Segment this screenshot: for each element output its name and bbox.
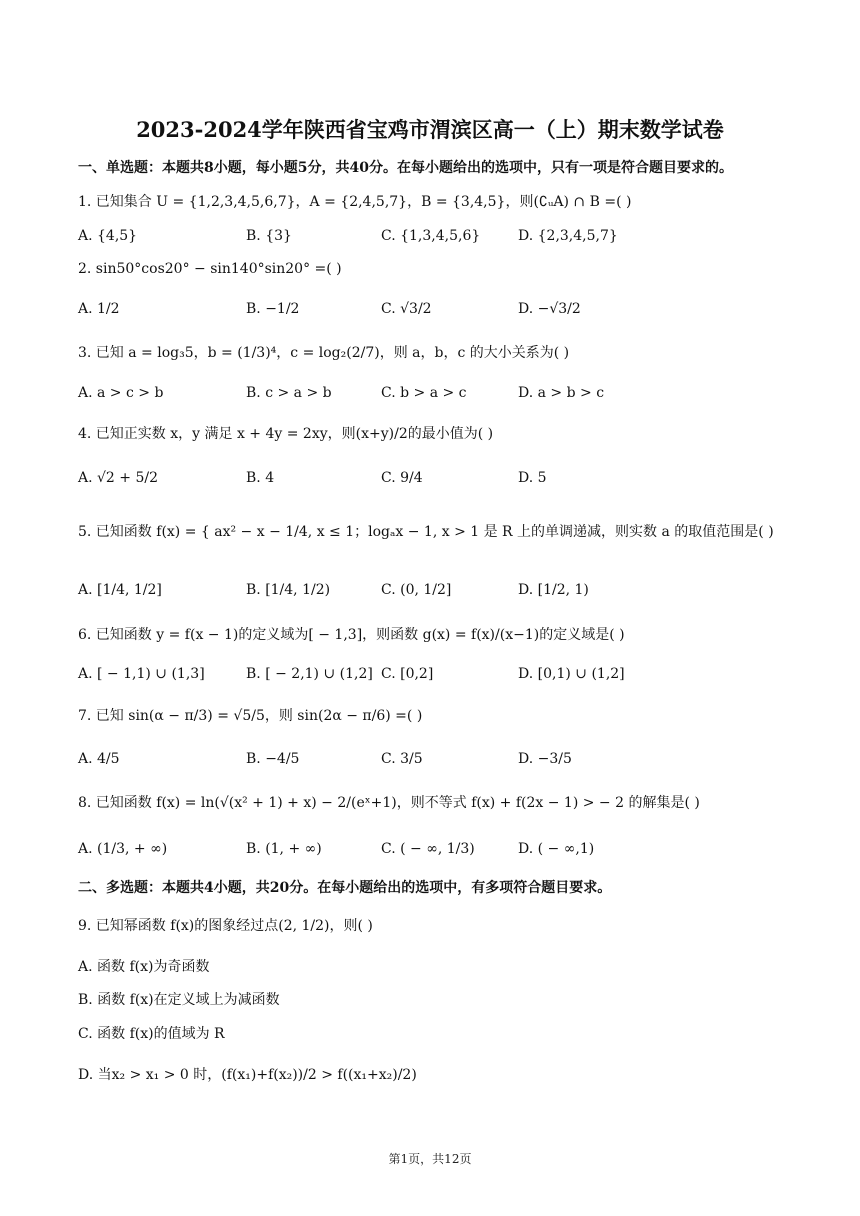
question-5-option-b: B. [1/4, 1/2) (246, 582, 331, 598)
question-9-option-c: C. 函数 f(x)的值域为 R (78, 1026, 225, 1042)
question-9-option-b: B. 函数 f(x)在定义域上为减函数 (78, 992, 280, 1008)
question-4-option-b: B. 4 (246, 470, 275, 486)
question-2-option-c: C. √3/2 (381, 301, 432, 317)
question-6-option-c: C. [0,2] (381, 666, 434, 682)
question-2-option-d: D. −√3/2 (518, 301, 581, 317)
question-2-stem: 2. sin50°cos20° − sin140°sin20° =( ) (78, 261, 342, 277)
question-1-option-c: C. {1,3,4,5,6} (381, 228, 481, 244)
question-3-option-d: D. a > b > c (518, 385, 605, 401)
question-3-option-c: C. b > a > c (381, 385, 467, 401)
question-7-stem: 7. 已知 sin(α − π/3) = √5/5，则 sin(2α − π/6) =( ) (78, 708, 423, 724)
question-4-option-c: C. 9/4 (381, 470, 423, 486)
question-3-option-a: A. a > c > b (78, 385, 164, 401)
question-1-option-d: D. {2,3,4,5,7} (518, 228, 618, 244)
question-1-option-b: B. {3} (246, 228, 292, 244)
question-4-option-d: D. 5 (518, 470, 547, 486)
question-7-option-a: A. 4/5 (78, 751, 120, 767)
question-7-option-c: C. 3/5 (381, 751, 423, 767)
question-6-stem: 6. 已知函数 y = f(x − 1)的定义域为[ − 1,3]，则函数 g(x) = f(x)/(x−1)的定义域是( ) (78, 627, 625, 643)
question-8-option-d: D. ( − ∞,1) (518, 841, 595, 857)
question-2-option-a: A. 1/2 (78, 301, 120, 317)
question-2-option-b: B. −1/2 (246, 301, 300, 317)
question-3-stem: 3. 已知 a = log₃5，b = (1/3)⁴，c = log₂(2/7)，则 a，b，c 的大小关系为( ) (78, 345, 570, 361)
question-5-option-c: C. (0, 1/2] (381, 582, 452, 598)
question-5-option-d: D. [1/2, 1) (518, 582, 589, 598)
question-8-option-c: C. ( − ∞, 1/3) (381, 841, 475, 857)
question-6-option-b: B. [ − 2,1) ∪ (1,2] (246, 666, 373, 682)
question-8-option-b: B. (1, + ∞) (246, 841, 322, 857)
question-9-option-d: D. 当x₂ > x₁ > 0 时，(f(x₁)+f(x₂))/2 > f((x₁+x₂)/2) (78, 1067, 417, 1083)
question-8-option-a: A. (1/3, + ∞) (78, 841, 168, 857)
question-6-option-a: A. [ − 1,1) ∪ (1,3] (78, 666, 205, 682)
question-7-option-b: B. −4/5 (246, 751, 300, 767)
page-footer: 第1页，共12页 (388, 1152, 472, 1166)
question-3-option-b: B. c > a > b (246, 385, 332, 401)
page-title: 2023-2024学年陕西省宝鸡市渭滨区高一（上）期末数学试卷 (136, 117, 724, 142)
question-9-stem: 9. 已知幂函数 f(x)的图象经过点(2, 1/2)，则( ) (78, 918, 373, 934)
question-4-stem: 4. 已知正实数 x，y 满足 x + 4y = 2xy，则(x+y)/2的最小值为( ) (78, 426, 494, 442)
section-heading-multiple-choice: 二、多选题：本题共4小题，共20分。在每小题给出的选项中，有多项符合题目要求。 (78, 880, 612, 896)
question-6-option-d: D. [0,1) ∪ (1,2] (518, 666, 625, 682)
question-1-stem: 1. 已知集合 U = {1,2,3,4,5,6,7}，A = {2,4,5,7}，B = {3,4,5}，则(∁ᵤA) ∩ B =( ) (78, 194, 632, 210)
section-heading-single-choice: 一、单选题：本题共8小题，每小题5分，共40分。在每小题给出的选项中，只有一项是符合题目要求的。 (78, 160, 733, 176)
question-4-option-a: A. √2 + 5/2 (78, 470, 159, 486)
question-1-option-a: A. {4,5} (78, 228, 138, 244)
question-7-option-d: D. −3/5 (518, 751, 572, 767)
question-5-option-a: A. [1/4, 1/2] (78, 582, 162, 598)
question-8-stem: 8. 已知函数 f(x) = ln(√(x² + 1) + x) − 2/(eˣ+1)，则不等式 f(x) + f(2x − 1) > − 2 的解集是( ) (78, 795, 700, 811)
question-5-stem: 5. 已知函数 f(x) = { ax² − x − 1/4, x ≤ 1；logₐx − 1, x > 1 是 R 上的单调递减，则实数 a 的取值范围是( ) (78, 524, 774, 540)
question-9-option-a: A. 函数 f(x)为奇函数 (78, 959, 210, 975)
